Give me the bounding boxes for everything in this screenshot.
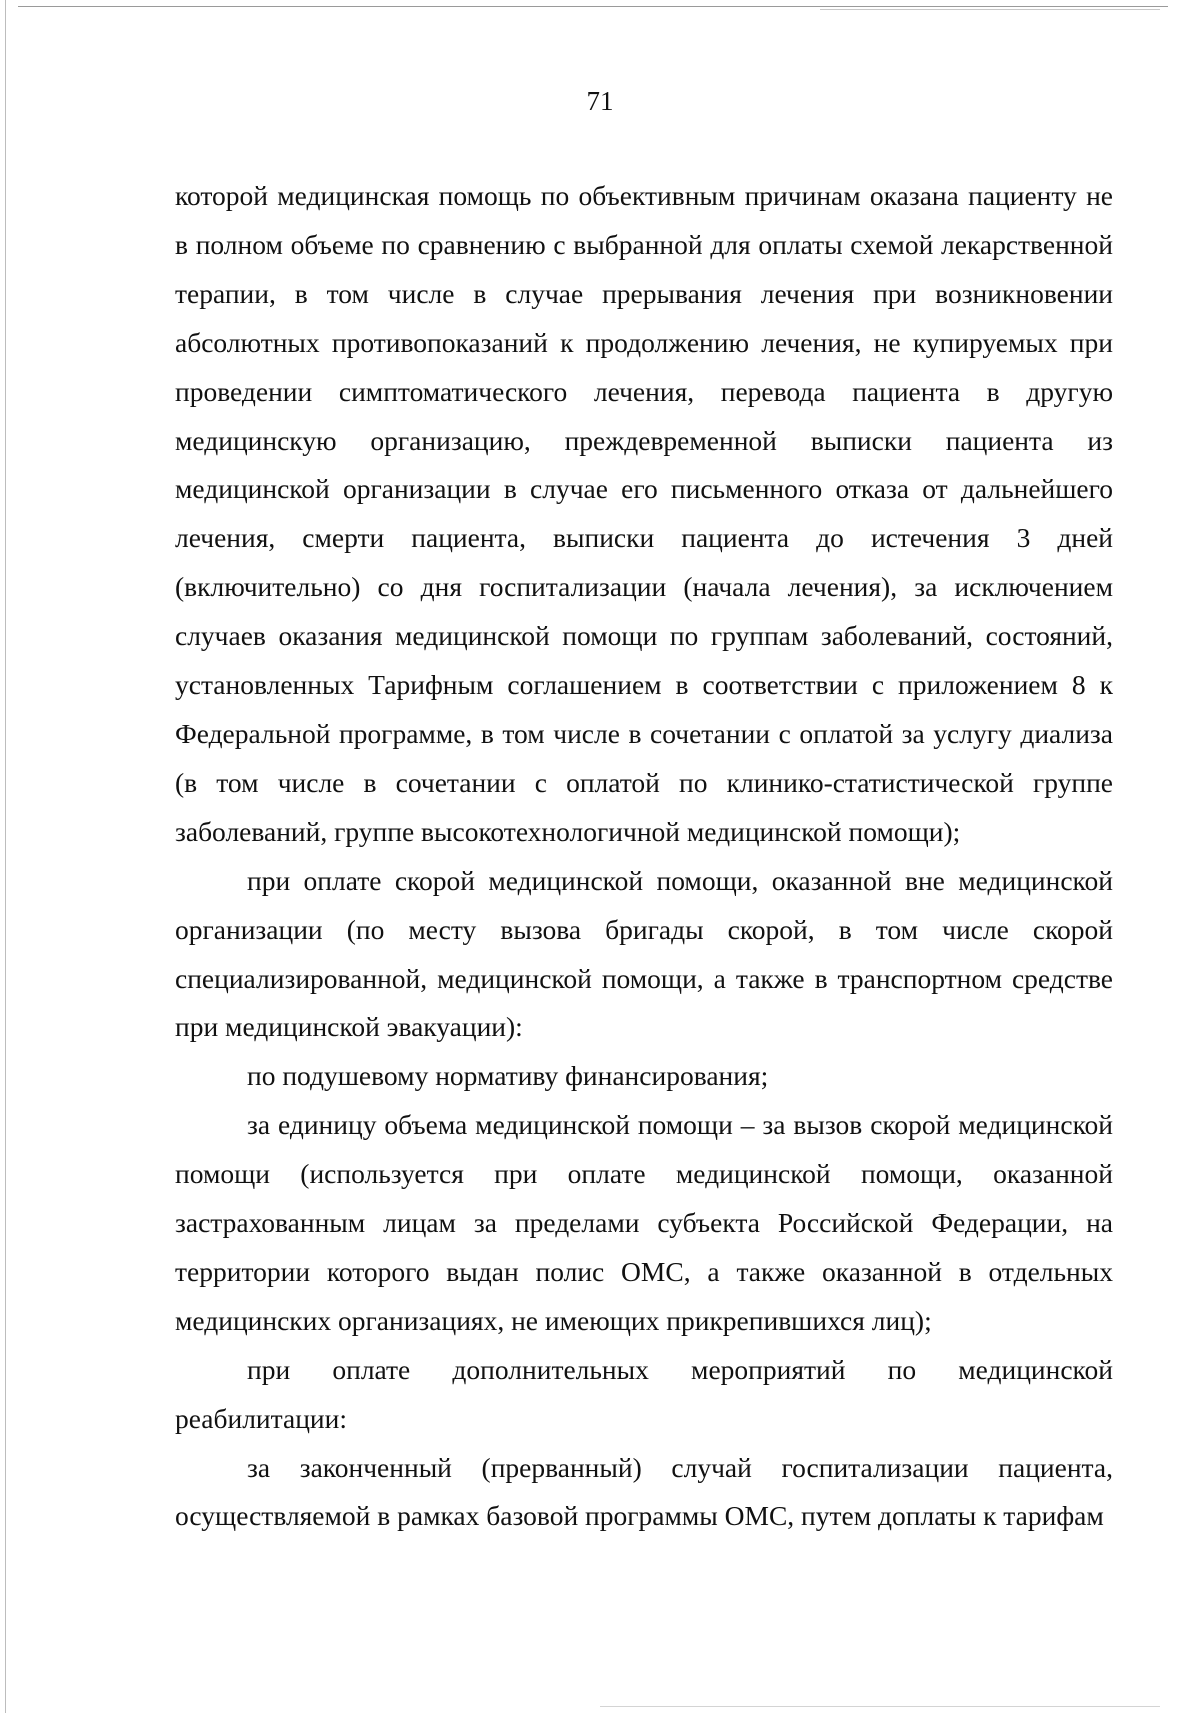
text-line: в полном объеме по сравнению с выбранной для оплаты схемой лекарственной — [175, 228, 1113, 260]
text-line: случаев оказания медицинской помощи по группам заболеваний, состояний, — [175, 620, 1113, 652]
text-line: организации (по месту вызова бригады скорой, в том числе скорой — [175, 913, 1113, 945]
paragraph — [175, 857, 1113, 1053]
scan-edge-top-right — [820, 9, 1160, 10]
text-line: лечения, смерти пациента, выписки пациента до истечения 3 дней — [175, 522, 1113, 554]
text-line: медицинскую организацию, преждевременной выписки пациента из — [175, 424, 1113, 456]
text-line: застрахованным лицам за пределами субъекта Российской Федерации, на — [175, 1207, 1113, 1239]
text-line: установленных Тарифным соглашением в соответствии с приложением 8 к — [175, 669, 1113, 701]
document-body — [175, 172, 1113, 1541]
text-line: медицинской организации в случае его письменного отказа от дальнейшего — [175, 473, 1113, 505]
text-line: которой медицинская помощь по объективным причинам оказана пациенту не — [175, 180, 1113, 211]
text-line: терапии, в том числе в случае прерывания лечения при возникновении — [175, 277, 1113, 309]
scan-edge-left — [5, 0, 6, 1713]
paragraph — [175, 1346, 1113, 1444]
paragraph — [175, 1444, 1113, 1542]
text-line: медицинских организациях, не имеющих прикрепившихся лиц); — [175, 1304, 932, 1336]
page-number: 71 — [586, 86, 614, 116]
text-line: за законченный (прерванный) случай госпитализации пациента, — [247, 1451, 1113, 1483]
scan-edge-bottom — [600, 1706, 1160, 1707]
text-line: территории которого выдан полис ОМС, а также оказанной в отдельных — [175, 1255, 1113, 1287]
text-line: заболеваний, группе высокотехнологичной медицинской помощи); — [175, 815, 961, 847]
text-line: специализированной, медицинской помощи, а также в транспортном средстве — [175, 962, 1113, 994]
text-line: по подушевому нормативу финансирования; — [247, 1060, 769, 1092]
text-line: Федеральной программе, в том числе в сочетании с оплатой за услугу диализа — [175, 717, 1113, 749]
paragraph — [175, 172, 1113, 857]
paragraph — [175, 1101, 1113, 1346]
scan-edge-top — [18, 6, 1168, 7]
text-line: при оплате дополнительных мероприятий по медицинской — [247, 1353, 1113, 1385]
text-line: за единицу объема медицинской помощи – за вызов скорой медицинской — [247, 1109, 1113, 1141]
text-line: осуществляемой в рамках базовой программы ОМС, путем доплаты к тарифам — [175, 1500, 1104, 1532]
paragraph — [175, 1052, 1113, 1101]
text-line: проведении симптоматического лечения, перевода пациента в другую — [175, 375, 1113, 407]
text-line: при оплате скорой медицинской помощи, оказанной вне медицинской — [247, 864, 1113, 896]
text-line: при медицинской эвакуации): — [175, 1011, 523, 1043]
text-line: реабилитации: — [175, 1402, 347, 1434]
text-line: помощи (используется при оплате медицинской помощи, оказанной — [175, 1158, 1113, 1190]
text-line: (включительно) со дня госпитализации (начала лечения), за исключением — [175, 571, 1113, 603]
text-line: (в том числе в сочетании с оплатой по клинико-статистической группе — [175, 766, 1113, 798]
text-line: абсолютных противопоказаний к продолжению лечения, не купируемых при — [175, 326, 1113, 358]
